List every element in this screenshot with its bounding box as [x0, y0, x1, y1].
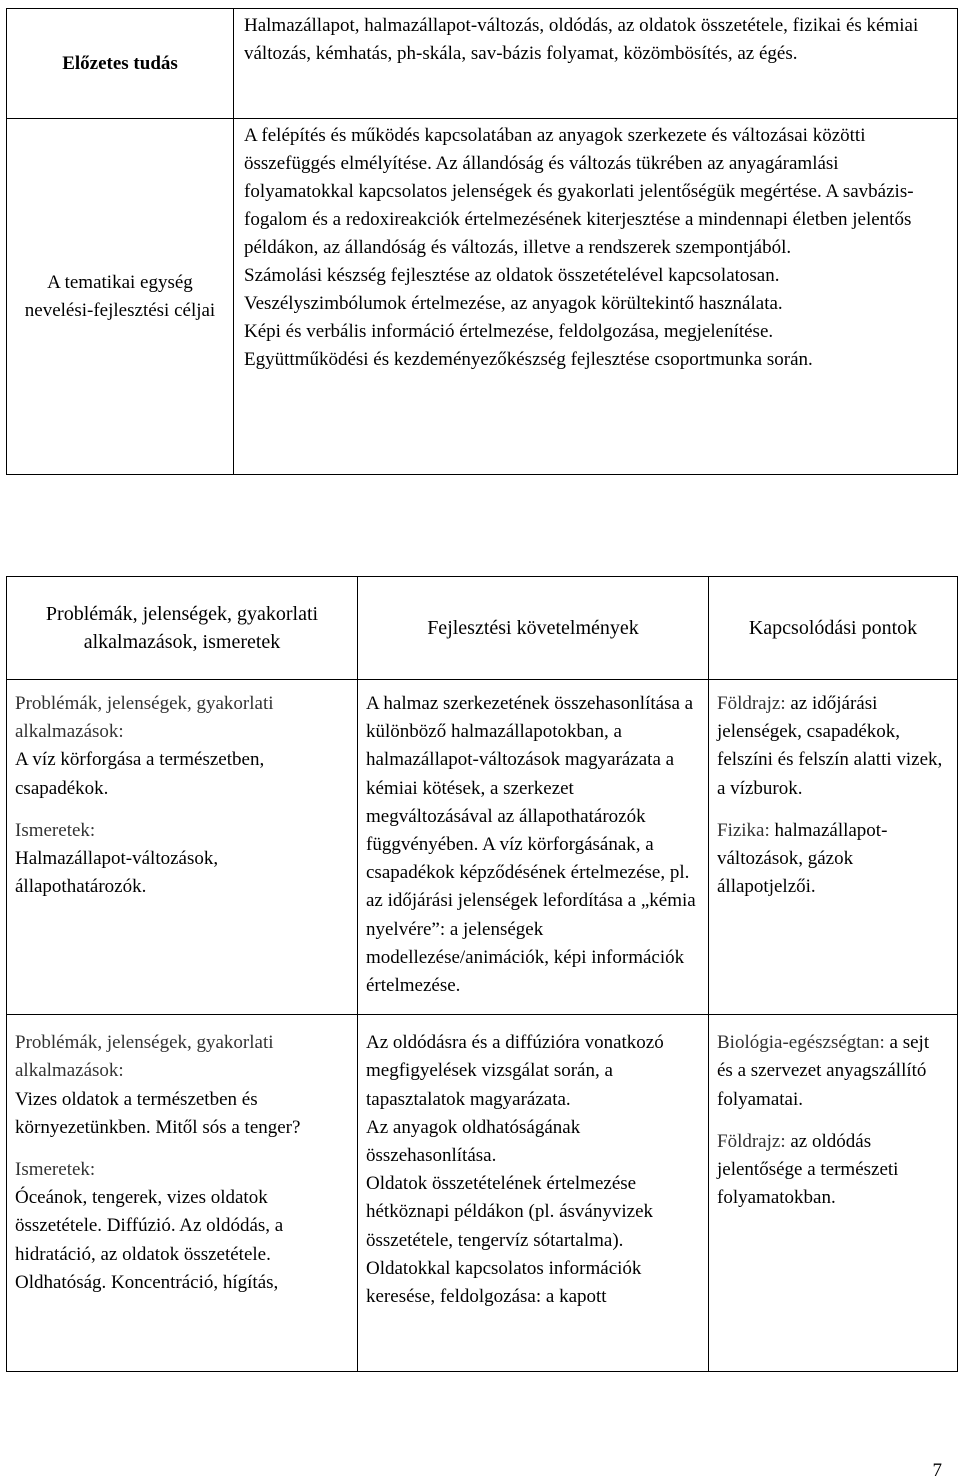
page-number: 7: [932, 1460, 942, 1481]
goals-text: [234, 119, 958, 475]
spacer: [717, 1114, 949, 1128]
cell-text: a sejt és a szervezet anyagszállító folyamatai.: [717, 1032, 930, 1110]
curriculum-table: [6, 576, 958, 1372]
table-row: [7, 680, 958, 1015]
cell-text: A halmaz szerkezetének összehasonlítása a különböző halmazállapotokban, a halmazállapot-változások magyarázata a kémiai kötések, a szerkezet megváltozásával az állapothatározók függvényében. A víz körforgásának, a csapadékok képződésének értelmezése, pl. az időjárási jelenségek lefordítása a „kémia nyelvére”: a jelenségek modellezése/animációk, képi információk értelmezése.: [366, 693, 696, 997]
row-label-prior-knowledge: Előzetes tudás: [7, 9, 234, 119]
cell-label: Ismeretek:: [15, 819, 96, 841]
row-label-goals: A tematikai egység nevelési-fejlesztési céljai: [7, 119, 234, 475]
table-row: [7, 9, 958, 119]
cell-text: Óceánok, tengerek, vizes oldatok összetétele. Diffúzió. Az oldódás, a hidratáció, az oldatok összetétele. Oldhatóság. Koncentráció, hígítás,: [15, 1187, 284, 1293]
problems-cell: [7, 1015, 358, 1372]
subject-label: Fizika:: [717, 819, 770, 841]
paragraph: Halmazállapot, halmazállapot-változás, oldódás, az oldatok összetétele, fizikai és kémiai változás, kémhatás, ph-skála, sav-bázis folyamat, közömbösítés, az égés.: [244, 15, 919, 64]
table-row: [7, 119, 958, 475]
cell-text: az oldódás jelentősége a természeti folyamatokban.: [717, 1130, 899, 1209]
cell-label: Problémák, jelenségek, gyakorlati alkalmazások:: [15, 693, 274, 743]
spacer: [15, 1142, 349, 1156]
spacer: [717, 803, 949, 817]
header-row: [7, 577, 958, 680]
cell-text: Az anyagok oldhatóságának összehasonlítása.: [366, 1116, 581, 1167]
cell-label: Problémák, jelenségek, gyakorlati alkalmazások:: [15, 1032, 274, 1082]
cell-text: A víz körforgása a természetben, csapadékok.: [15, 749, 265, 799]
subject-label: Biológia-egészségtan:: [717, 1032, 885, 1054]
cell-text: Az oldódásra és a diffúzióra vonatkozó megfigyelések vizsgálat során, a tapasztalatok magyarázata.: [366, 1032, 664, 1110]
prior-knowledge-text: [234, 9, 958, 119]
paragraph: A felépítés és működés kapcsolatában az anyagok szerkezete és változásai közötti összefüggés elmélyítése. Az állandóság és változás tükrében az anyagáramlási folyamatokkal kapcsolatos jelenségek és gyakorlati jelentőségük megértése. A savbázis-fogalom és a redoxireakciók értelmezésének kiterjesztése a mindennapi életben jelentős példákon, az állandóság és változás, illetve a rendszerek szempontjából.: [244, 125, 914, 258]
cell-text: Oldatok összetételének értelmezése hétköznapi példákon (pl. ásványvizek összetétele, tengervíz sótartalma). Oldatokkal kapcsolatos információk keresése, feldolgozása: a kapott: [366, 1173, 654, 1308]
summary-table: [6, 8, 958, 475]
connections-cell: [709, 680, 958, 1015]
subject-label: Földrajz:: [717, 1130, 786, 1152]
table-row: [7, 1015, 958, 1372]
paragraph: Együttműködési és kezdeményezőkészség fejlesztése csoportmunka során.: [244, 349, 813, 370]
spacer: [15, 803, 349, 817]
paragraph: Számolási készség fejlesztése az oldatok összetételével kapcsolatosan.: [244, 265, 780, 286]
connections-cell: [709, 1015, 958, 1372]
subject-label: Földrajz:: [717, 693, 786, 714]
cell-text: Halmazállapot-változások, állapothatározók.: [15, 848, 219, 898]
cell-text: Vizes oldatok a természetben és környezetünkben. Mitől sós a tenger?: [15, 1088, 301, 1138]
cell-text: az időjárási jelenségek, csapadékok, felszíni és felszín alatti vizek, a vízburok.: [717, 693, 943, 799]
paragraph: Veszélyszimbólumok értelmezése, az anyagok körültekintő használata.: [244, 293, 783, 314]
requirements-cell: [358, 1015, 709, 1372]
column-header-problems: Problémák, jelenségek, gyakorlati alkalmazások, ismeretek: [7, 577, 358, 680]
column-header-requirements: Fejlesztési követelmények: [358, 577, 709, 680]
problems-cell: [7, 680, 358, 1015]
cell-text: halmazállapot-változások, gázok állapotjelzői.: [717, 819, 888, 898]
paragraph: Képi és verbális információ értelmezése, feldolgozása, megjelenítése.: [244, 321, 774, 342]
column-header-connections: Kapcsolódási pontok: [709, 577, 958, 680]
requirements-cell: [358, 680, 709, 1015]
cell-label: Ismeretek:: [15, 1159, 96, 1181]
